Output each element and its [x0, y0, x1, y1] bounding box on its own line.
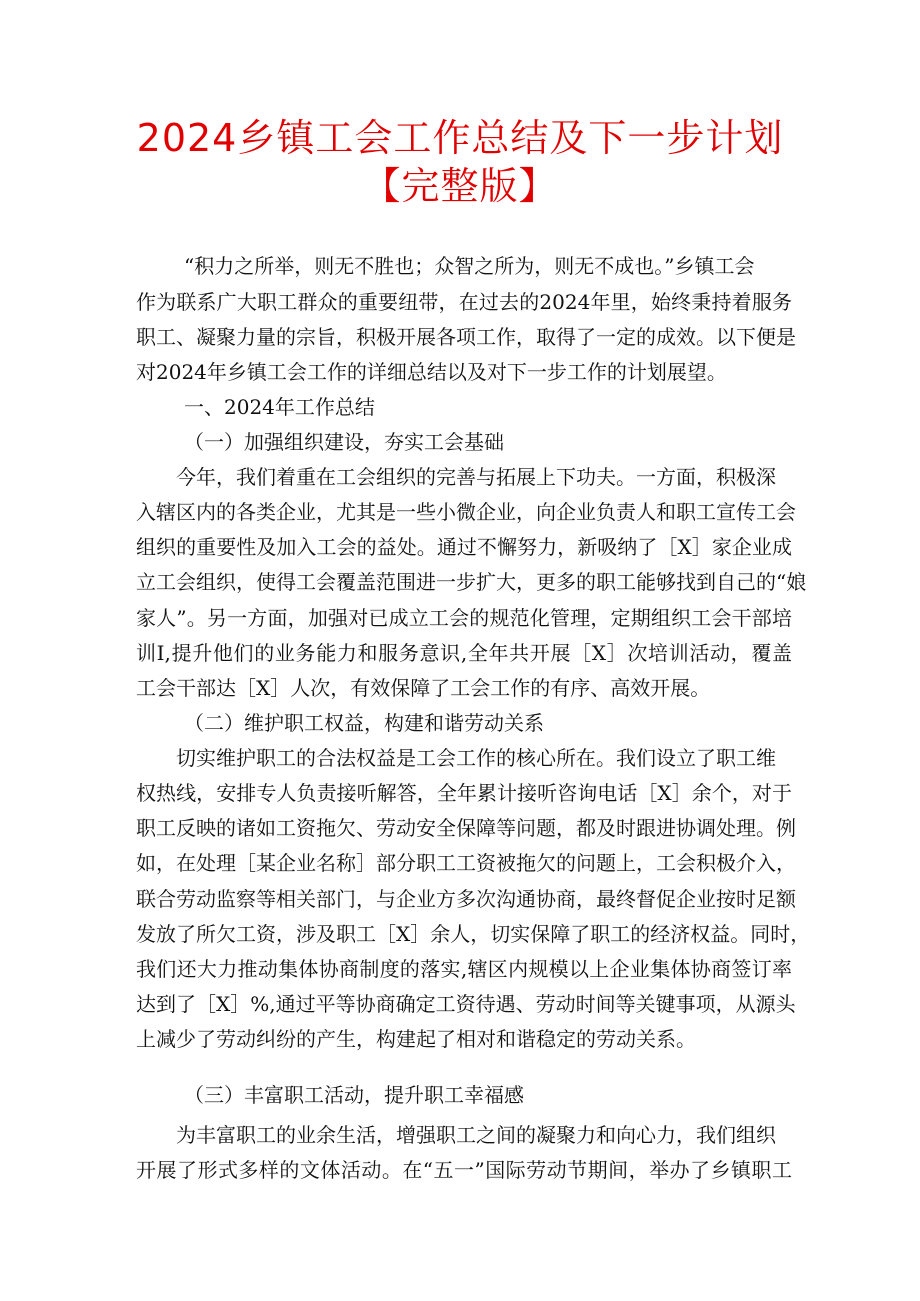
body-line: 训I,提升他们的业务能力和服务意识,全年共开展［X］次培训活动，覆盖	[136, 641, 792, 665]
body-line: 上减少了劳动纠纷的产生，构建起了相对和谐稳定的劳动关系。	[136, 1027, 696, 1051]
body-line: “积力之所举，则无不胜也；众智之所为，则无不成也。”乡镇工会	[184, 254, 755, 278]
body-line: 职工、凝聚力量的宗旨，积极开展各项工作，取得了一定的成效。以下便是	[136, 325, 796, 349]
body-line: 达到了［X］%,通过平等协商确定工资待遇、劳动时间等关键事项，从源头	[136, 992, 796, 1016]
document-title-suffix: 【完整版】	[362, 164, 558, 208]
body-line: 发放了所欠工资，涉及职工［X］余人，切实保障了职工的经济权益。同时，	[136, 922, 811, 946]
section-heading: 一、2024年工作总结	[184, 395, 375, 419]
body-line: 今年，我们着重在工会组织的完善与拓展上下功夫。一方面，积极深	[176, 465, 776, 489]
body-line: 入辖区内的各类企业，尤其是一些小微企业，向企业负责人和职工宣传工会	[136, 500, 796, 524]
body-line: 开展了形式多样的文体活动。在“五一”国际劳动节期间，举办了乡镇职工	[136, 1158, 792, 1182]
body-line: 切实维护职工的合法权益是工会工作的核心所在。我们设立了职工维	[176, 746, 776, 770]
body-line: 联合劳动监察等相关部门，与企业方多次沟通协商，最终督促企业按时足额	[136, 887, 796, 911]
body-line: 工会干部达［X］人次，有效保障了工会工作的有序、高效开展。	[136, 676, 711, 700]
body-line: 对2024年乡镇工会工作的详细总结以及对下一步工作的计划展望。	[136, 360, 727, 384]
body-line: 家人”。另一方面，加强对已成立工会的规范化管理，定期组织工会干部培	[136, 606, 792, 630]
subsection-heading: （一）加强组织建设，夯实工会基础	[184, 430, 504, 454]
subsection-heading: （二）维护职工权益，构建和谐劳动关系	[184, 711, 544, 735]
subsection-heading: （三）丰富职工活动，提升职工幸福感	[184, 1083, 524, 1107]
body-line: 为丰富职工的业余生活，增强职工之间的凝聚力和向心力，我们组织	[176, 1123, 776, 1147]
document-title: 2024乡镇工会工作总结及下一步计划	[136, 116, 784, 160]
body-line: 职工反映的诸如工资拖欠、劳动安全保障等问题，都及时跟进协调处理。例	[136, 816, 796, 840]
body-line: 我们还大力推动集体协商制度的落实,辖区内规模以上企业集体协商签订率	[136, 957, 792, 981]
body-line: 立工会组织，使得工会覆盖范围进一步扩大，更多的职工能够找到自己的“娘	[136, 570, 807, 594]
body-line: 组织的重要性及加入工会的益处。通过不懈努力，新吸纳了［X］家企业成	[136, 535, 792, 559]
body-line: 权热线，安排专人负责接听解答，全年累计接听咨询电话［X］余个，对于	[136, 781, 792, 805]
body-line: 作为联系广大职工群众的重要纽带，在过去的2024年里，始终秉持着服务	[136, 290, 792, 314]
body-line: 如，在处理［某企业名称］部分职工工资被拖欠的问题上，工会积极介入，	[136, 851, 796, 875]
